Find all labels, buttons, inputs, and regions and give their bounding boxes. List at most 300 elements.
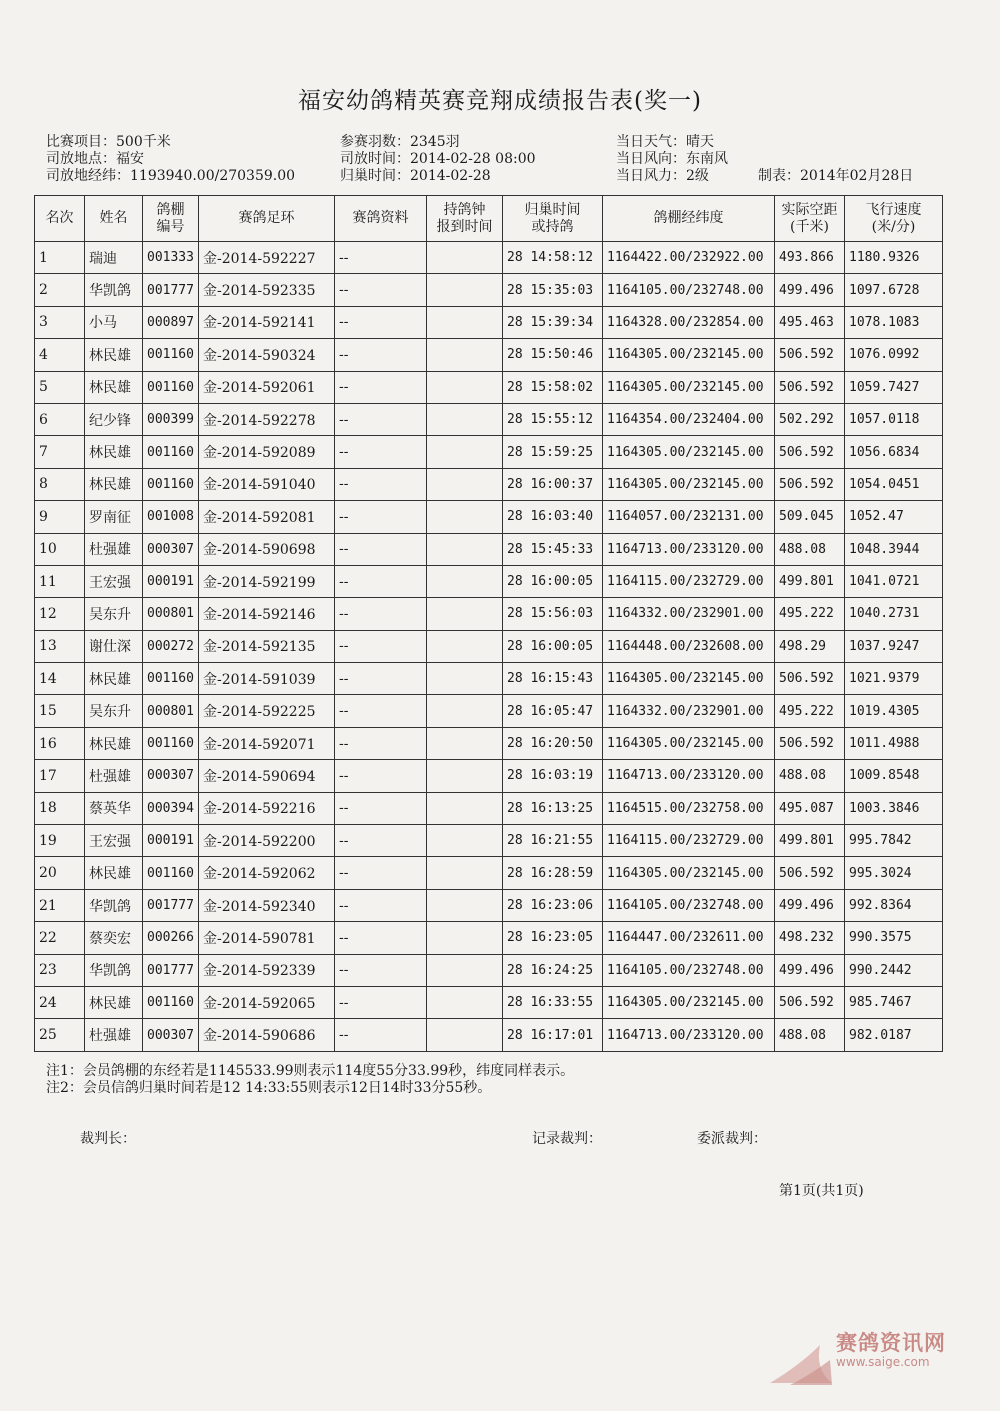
cell-info: -- xyxy=(335,630,427,662)
cell-arrival: 28 16:23:06 xyxy=(503,889,603,921)
cell-ring: 金-2014-591040 xyxy=(199,468,335,500)
cell-loft: 001160 xyxy=(143,986,199,1018)
cell-arrival: 28 15:50:46 xyxy=(503,339,603,371)
cell-name: 蔡奕宏 xyxy=(85,922,143,954)
cell-info: -- xyxy=(335,403,427,435)
cell-rank: 5 xyxy=(35,371,85,403)
page-number: 第1页(共1页) xyxy=(779,1183,864,1199)
cell-info: -- xyxy=(335,565,427,597)
cell-loft: 000307 xyxy=(143,1019,199,1051)
cell-clock xyxy=(427,695,503,727)
notes xyxy=(46,1063,574,1097)
header-distance: 实际空距 (千米) xyxy=(775,196,845,242)
cell-arrival: 28 15:39:34 xyxy=(503,306,603,338)
cell-distance: 506.592 xyxy=(775,468,845,500)
cell-name: 杜强雄 xyxy=(85,760,143,792)
cell-rank: 18 xyxy=(35,792,85,824)
cell-loft: 001160 xyxy=(143,663,199,695)
cell-name: 小马 xyxy=(85,306,143,338)
recording-referee: 记录裁判： xyxy=(532,1131,602,1147)
cell-speed: 1040.2731 xyxy=(845,598,943,630)
cell-speed: 1059.7427 xyxy=(845,371,943,403)
cell-name: 林民雄 xyxy=(85,371,143,403)
cell-ring: 金-2014-592227 xyxy=(199,242,335,274)
cell-distance: 493.866 xyxy=(775,242,845,274)
cell-speed: 995.7842 xyxy=(845,825,943,857)
cell-clock xyxy=(427,760,503,792)
cell-clock xyxy=(427,306,503,338)
cell-arrival: 28 16:20:50 xyxy=(503,727,603,759)
cell-rank: 23 xyxy=(35,954,85,986)
cell-speed: 1076.0992 xyxy=(845,339,943,371)
cell-ring: 金-2014-590694 xyxy=(199,760,335,792)
cell-coords: 1164305.00/232145.00 xyxy=(603,727,775,759)
release-place: 司放地点：福安 xyxy=(46,151,144,167)
cell-info: -- xyxy=(335,792,427,824)
cell-arrival: 28 16:00:37 xyxy=(503,468,603,500)
cell-coords: 1164105.00/232748.00 xyxy=(603,889,775,921)
cell-rank: 14 xyxy=(35,663,85,695)
cell-loft: 001333 xyxy=(143,242,199,274)
wind-force: 当日风力：2级 xyxy=(616,168,709,184)
cell-ring: 金-2014-592335 xyxy=(199,274,335,306)
cell-coords: 1164105.00/232748.00 xyxy=(603,274,775,306)
cell-distance: 506.592 xyxy=(775,663,845,695)
table-row xyxy=(35,436,943,468)
cell-name: 吴东升 xyxy=(85,695,143,727)
cell-distance: 506.592 xyxy=(775,986,845,1018)
table-row xyxy=(35,242,943,274)
cell-name: 华凯鸽 xyxy=(85,889,143,921)
cell-arrival: 28 16:33:55 xyxy=(503,986,603,1018)
cell-loft: 000191 xyxy=(143,565,199,597)
cell-rank: 25 xyxy=(35,1019,85,1051)
cell-info: -- xyxy=(335,242,427,274)
cell-clock xyxy=(427,371,503,403)
results-table xyxy=(34,195,943,1052)
cell-coords: 1164448.00/232608.00 xyxy=(603,630,775,662)
cell-coords: 1164328.00/232854.00 xyxy=(603,306,775,338)
made-date: 制表：2014年02月28日 xyxy=(758,168,914,184)
cell-name: 林民雄 xyxy=(85,857,143,889)
cell-clock xyxy=(427,727,503,759)
table-row xyxy=(35,922,943,954)
cell-arrival: 28 16:03:40 xyxy=(503,501,603,533)
cell-clock xyxy=(427,986,503,1018)
cell-arrival: 28 15:59:25 xyxy=(503,436,603,468)
header-clock: 持鸽钟 报到时间 xyxy=(427,196,503,242)
cell-clock xyxy=(427,403,503,435)
cell-clock xyxy=(427,825,503,857)
cell-ring: 金-2014-590698 xyxy=(199,533,335,565)
table-row xyxy=(35,533,943,565)
cell-loft: 000394 xyxy=(143,792,199,824)
cell-coords: 1164515.00/232758.00 xyxy=(603,792,775,824)
table-row xyxy=(35,403,943,435)
cell-ring: 金-2014-592216 xyxy=(199,792,335,824)
cell-loft: 000191 xyxy=(143,825,199,857)
cell-info: -- xyxy=(335,857,427,889)
table-row xyxy=(35,954,943,986)
cell-clock xyxy=(427,630,503,662)
cell-ring: 金-2014-592225 xyxy=(199,695,335,727)
cell-speed: 990.2442 xyxy=(845,954,943,986)
cell-clock xyxy=(427,242,503,274)
table-row xyxy=(35,663,943,695)
note-1: 注1：会员鸽棚的东经若是1145533.99则表示114度55分33.99秒，纬度同样表示。 xyxy=(46,1063,575,1079)
cell-loft: 000399 xyxy=(143,403,199,435)
cell-ring: 金-2014-592065 xyxy=(199,986,335,1018)
cell-coords: 1164305.00/232145.00 xyxy=(603,436,775,468)
table-row xyxy=(35,565,943,597)
cell-distance: 506.592 xyxy=(775,436,845,468)
cell-rank: 11 xyxy=(35,565,85,597)
cell-info: -- xyxy=(335,986,427,1018)
cell-rank: 9 xyxy=(35,501,85,533)
cell-name: 林民雄 xyxy=(85,436,143,468)
table-row xyxy=(35,792,943,824)
release-time: 司放时间：2014-02-28 08:00 xyxy=(340,151,536,167)
cell-name: 吴东升 xyxy=(85,598,143,630)
cell-info: -- xyxy=(335,533,427,565)
cell-info: -- xyxy=(335,371,427,403)
cell-arrival: 28 16:28:59 xyxy=(503,857,603,889)
cell-loft: 000307 xyxy=(143,760,199,792)
cell-coords: 1164713.00/233120.00 xyxy=(603,1019,775,1051)
chief-referee: 裁判长： xyxy=(80,1131,136,1147)
return-time: 归巢时间：2014-02-28 xyxy=(340,168,491,184)
cell-speed: 1057.0118 xyxy=(845,403,943,435)
cell-coords: 1164305.00/232145.00 xyxy=(603,857,775,889)
cell-info: -- xyxy=(335,598,427,630)
watermark-site-name: 赛鸽资讯网 xyxy=(836,1331,946,1355)
cell-clock xyxy=(427,436,503,468)
cell-clock xyxy=(427,598,503,630)
cell-ring: 金-2014-592339 xyxy=(199,954,335,986)
cell-loft: 001160 xyxy=(143,436,199,468)
cell-speed: 1041.0721 xyxy=(845,565,943,597)
cell-info: -- xyxy=(335,889,427,921)
cell-ring: 金-2014-592089 xyxy=(199,436,335,468)
cell-ring: 金-2014-590781 xyxy=(199,922,335,954)
cell-clock xyxy=(427,1019,503,1051)
cell-distance: 499.496 xyxy=(775,889,845,921)
cell-rank: 17 xyxy=(35,760,85,792)
table-row xyxy=(35,274,943,306)
cell-distance: 498.232 xyxy=(775,922,845,954)
cell-speed: 1003.3846 xyxy=(845,792,943,824)
cell-loft: 001160 xyxy=(143,371,199,403)
cell-info: -- xyxy=(335,1019,427,1051)
cell-name: 杜强雄 xyxy=(85,1019,143,1051)
cell-arrival: 28 16:21:55 xyxy=(503,825,603,857)
cell-clock xyxy=(427,889,503,921)
cell-coords: 1164713.00/233120.00 xyxy=(603,533,775,565)
cell-clock xyxy=(427,339,503,371)
cell-speed: 1078.1083 xyxy=(845,306,943,338)
cell-name: 林民雄 xyxy=(85,468,143,500)
cell-loft: 001160 xyxy=(143,857,199,889)
cell-speed: 1019.4305 xyxy=(845,695,943,727)
cell-rank: 2 xyxy=(35,274,85,306)
cell-distance: 498.29 xyxy=(775,630,845,662)
cell-coords: 1164305.00/232145.00 xyxy=(603,663,775,695)
cell-name: 纪少锋 xyxy=(85,403,143,435)
cell-speed: 990.3575 xyxy=(845,922,943,954)
cell-speed: 1180.9326 xyxy=(845,242,943,274)
header-info: 赛鸽资料 xyxy=(335,196,427,242)
cell-info: -- xyxy=(335,695,427,727)
cell-coords: 1164332.00/232901.00 xyxy=(603,695,775,727)
cell-distance: 506.592 xyxy=(775,857,845,889)
cell-arrival: 28 16:13:25 xyxy=(503,792,603,824)
header-arrival: 归巢时间 或持鸽 xyxy=(503,196,603,242)
cell-name: 杜强雄 xyxy=(85,533,143,565)
wind-direction: 当日风向：东南风 xyxy=(616,151,728,167)
cell-ring: 金-2014-592199 xyxy=(199,565,335,597)
cell-name: 蔡英华 xyxy=(85,792,143,824)
header-ring: 赛鸽足环 xyxy=(199,196,335,242)
cell-clock xyxy=(427,922,503,954)
cell-coords: 1164115.00/232729.00 xyxy=(603,825,775,857)
cell-speed: 995.3024 xyxy=(845,857,943,889)
cell-rank: 20 xyxy=(35,857,85,889)
cell-speed: 1097.6728 xyxy=(845,274,943,306)
cell-speed: 992.8364 xyxy=(845,889,943,921)
cell-ring: 金-2014-592071 xyxy=(199,727,335,759)
cell-arrival: 28 15:45:33 xyxy=(503,533,603,565)
header-loft: 鸽棚 编号 xyxy=(143,196,199,242)
cell-distance: 488.08 xyxy=(775,1019,845,1051)
cell-arrival: 28 15:55:12 xyxy=(503,403,603,435)
table-row xyxy=(35,1019,943,1051)
table-row xyxy=(35,986,943,1018)
note-2: 注2：会员信鸽归巢时间若是12 14:33:55则表示12日14时33分55秒。 xyxy=(46,1080,492,1096)
cell-clock xyxy=(427,274,503,306)
entries-count: 参赛羽数：2345羽 xyxy=(340,134,460,150)
cell-speed: 1011.4988 xyxy=(845,727,943,759)
cell-speed: 1054.0451 xyxy=(845,468,943,500)
cell-distance: 509.045 xyxy=(775,501,845,533)
cell-arrival: 28 16:23:05 xyxy=(503,922,603,954)
cell-name: 林民雄 xyxy=(85,727,143,759)
cell-ring: 金-2014-592146 xyxy=(199,598,335,630)
report-title: 福安幼鸽精英赛竞翔成绩报告表(奖一) xyxy=(298,88,702,114)
cell-name: 林民雄 xyxy=(85,339,143,371)
cell-distance: 495.222 xyxy=(775,695,845,727)
table-row xyxy=(35,760,943,792)
weather: 当日天气：晴天 xyxy=(616,134,714,150)
cell-coords: 1164354.00/232404.00 xyxy=(603,403,775,435)
cell-coords: 1164305.00/232145.00 xyxy=(603,371,775,403)
cell-loft: 000266 xyxy=(143,922,199,954)
cell-loft: 000272 xyxy=(143,630,199,662)
cell-ring: 金-2014-592061 xyxy=(199,371,335,403)
delegated-referee: 委派裁判： xyxy=(697,1131,767,1147)
cell-distance: 506.592 xyxy=(775,339,845,371)
cell-loft: 001777 xyxy=(143,274,199,306)
cell-coords: 1164447.00/232611.00 xyxy=(603,922,775,954)
cell-distance: 502.292 xyxy=(775,403,845,435)
cell-ring: 金-2014-592062 xyxy=(199,857,335,889)
cell-name: 王宏强 xyxy=(85,565,143,597)
cell-coords: 1164422.00/232922.00 xyxy=(603,242,775,274)
cell-info: -- xyxy=(335,436,427,468)
cell-name: 罗南征 xyxy=(85,501,143,533)
cell-clock xyxy=(427,565,503,597)
cell-arrival: 28 16:15:43 xyxy=(503,663,603,695)
cell-clock xyxy=(427,468,503,500)
cell-speed: 1048.3944 xyxy=(845,533,943,565)
cell-distance: 506.592 xyxy=(775,727,845,759)
cell-name: 王宏强 xyxy=(85,825,143,857)
cell-coords: 1164713.00/233120.00 xyxy=(603,760,775,792)
cell-loft: 001777 xyxy=(143,954,199,986)
cell-ring: 金-2014-592278 xyxy=(199,403,335,435)
cell-rank: 8 xyxy=(35,468,85,500)
cell-loft: 001008 xyxy=(143,501,199,533)
cell-ring: 金-2014-592135 xyxy=(199,630,335,662)
cell-distance: 499.496 xyxy=(775,274,845,306)
cell-rank: 1 xyxy=(35,242,85,274)
cell-rank: 21 xyxy=(35,889,85,921)
table-row xyxy=(35,339,943,371)
cell-arrival: 28 16:24:25 xyxy=(503,954,603,986)
cell-rank: 3 xyxy=(35,306,85,338)
cell-rank: 22 xyxy=(35,922,85,954)
cell-speed: 985.7467 xyxy=(845,986,943,1018)
cell-distance: 495.087 xyxy=(775,792,845,824)
cell-speed: 1056.6834 xyxy=(845,436,943,468)
cell-loft: 000801 xyxy=(143,598,199,630)
cell-name: 华凯鸽 xyxy=(85,274,143,306)
cell-loft: 001160 xyxy=(143,727,199,759)
table-row xyxy=(35,695,943,727)
cell-arrival: 28 15:35:03 xyxy=(503,274,603,306)
table-row xyxy=(35,598,943,630)
cell-arrival: 28 16:00:05 xyxy=(503,565,603,597)
cell-loft: 001160 xyxy=(143,339,199,371)
cell-info: -- xyxy=(335,339,427,371)
cell-loft: 000897 xyxy=(143,306,199,338)
cell-info: -- xyxy=(335,922,427,954)
cell-rank: 12 xyxy=(35,598,85,630)
cell-name: 瑞迪 xyxy=(85,242,143,274)
cell-coords: 1164057.00/232131.00 xyxy=(603,501,775,533)
cell-clock xyxy=(427,792,503,824)
table-header-row xyxy=(35,196,943,242)
table-row xyxy=(35,889,943,921)
cell-name: 林民雄 xyxy=(85,663,143,695)
cell-distance: 499.496 xyxy=(775,954,845,986)
cell-clock xyxy=(427,501,503,533)
cell-info: -- xyxy=(335,825,427,857)
cell-speed: 1052.47 xyxy=(845,501,943,533)
cell-rank: 19 xyxy=(35,825,85,857)
header-name: 姓名 xyxy=(85,196,143,242)
cell-distance: 495.222 xyxy=(775,598,845,630)
table-row xyxy=(35,371,943,403)
cell-rank: 24 xyxy=(35,986,85,1018)
cell-info: -- xyxy=(335,663,427,695)
table-row xyxy=(35,825,943,857)
cell-info: -- xyxy=(335,727,427,759)
table-row xyxy=(35,630,943,662)
cell-coords: 1164305.00/232145.00 xyxy=(603,339,775,371)
cell-distance: 488.08 xyxy=(775,533,845,565)
cell-arrival: 28 16:03:19 xyxy=(503,760,603,792)
cell-clock xyxy=(427,954,503,986)
cell-info: -- xyxy=(335,274,427,306)
cell-loft: 001160 xyxy=(143,468,199,500)
table-row xyxy=(35,857,943,889)
cell-name: 华凯鸽 xyxy=(85,954,143,986)
cell-distance: 506.592 xyxy=(775,371,845,403)
cell-clock xyxy=(427,533,503,565)
cell-ring: 金-2014-592200 xyxy=(199,825,335,857)
cell-name: 林民雄 xyxy=(85,986,143,1018)
cell-info: -- xyxy=(335,468,427,500)
cell-clock xyxy=(427,857,503,889)
cell-arrival: 28 14:58:12 xyxy=(503,242,603,274)
cell-coords: 1164305.00/232145.00 xyxy=(603,468,775,500)
cell-distance: 499.801 xyxy=(775,825,845,857)
cell-rank: 7 xyxy=(35,436,85,468)
cell-rank: 16 xyxy=(35,727,85,759)
cell-speed: 1009.8548 xyxy=(845,760,943,792)
cell-speed: 982.0187 xyxy=(845,1019,943,1051)
cell-speed: 1037.9247 xyxy=(845,630,943,662)
cell-loft: 001777 xyxy=(143,889,199,921)
cell-coords: 1164105.00/232748.00 xyxy=(603,954,775,986)
cell-ring: 金-2014-591039 xyxy=(199,663,335,695)
cell-clock xyxy=(427,663,503,695)
cell-arrival: 28 15:58:02 xyxy=(503,371,603,403)
table-row xyxy=(35,727,943,759)
header-coords: 鸽棚经纬度 xyxy=(603,196,775,242)
table-row xyxy=(35,306,943,338)
cell-ring: 金-2014-592081 xyxy=(199,501,335,533)
cell-rank: 6 xyxy=(35,403,85,435)
cell-arrival: 28 16:05:47 xyxy=(503,695,603,727)
cell-distance: 499.801 xyxy=(775,565,845,597)
table-row xyxy=(35,468,943,500)
release-coords: 司放地经纬：1193940.00/270359.00 xyxy=(46,168,296,184)
cell-rank: 13 xyxy=(35,630,85,662)
cell-ring: 金-2014-590324 xyxy=(199,339,335,371)
cell-info: -- xyxy=(335,501,427,533)
cell-rank: 10 xyxy=(35,533,85,565)
cell-ring: 金-2014-592340 xyxy=(199,889,335,921)
header-speed: 飞行速度 (米/分) xyxy=(845,196,943,242)
cell-distance: 488.08 xyxy=(775,760,845,792)
cell-loft: 000801 xyxy=(143,695,199,727)
cell-loft: 000307 xyxy=(143,533,199,565)
cell-distance: 495.463 xyxy=(775,306,845,338)
cell-coords: 1164305.00/232145.00 xyxy=(603,986,775,1018)
cell-rank: 4 xyxy=(35,339,85,371)
watermark-url: www.saige.com xyxy=(836,1355,930,1369)
cell-arrival: 28 15:56:03 xyxy=(503,598,603,630)
cell-arrival: 28 16:17:01 xyxy=(503,1019,603,1051)
cell-coords: 1164332.00/232901.00 xyxy=(603,598,775,630)
cell-rank: 15 xyxy=(35,695,85,727)
table-row xyxy=(35,501,943,533)
cell-ring: 金-2014-590686 xyxy=(199,1019,335,1051)
cell-info: -- xyxy=(335,306,427,338)
cell-info: -- xyxy=(335,760,427,792)
cell-arrival: 28 16:00:05 xyxy=(503,630,603,662)
